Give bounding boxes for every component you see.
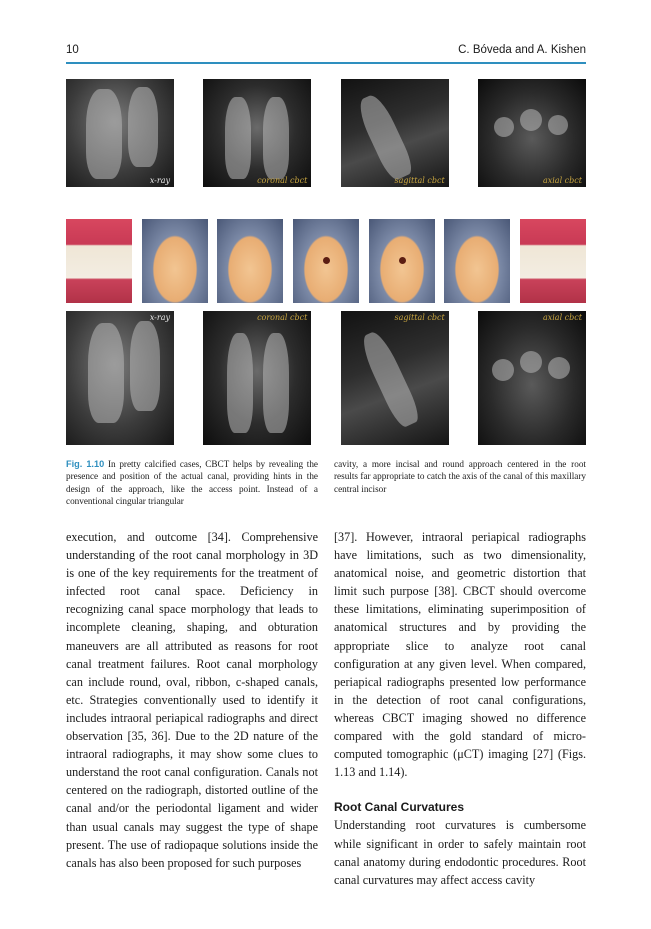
caption-text-1: In pretty calcified cases, CBCT helps by revealing the presence and position of the actual canal, providing hints in the design of the approach, like the access point. Instead of a conventional cingular triangular — [66, 459, 319, 507]
page-number: 10 — [66, 44, 79, 56]
access-step-photo-2 — [217, 219, 283, 303]
paragraph: Understanding root curvatures is cumbersome while significant in order to safely maintain root canal anatomy during endodontic procedures. Root canal curvatures may affect access cavity — [334, 818, 586, 887]
image-label: sagittal cbct — [394, 176, 445, 185]
header-rule — [66, 62, 586, 64]
text-column-right — [334, 528, 586, 889]
paragraph: execution, and outcome [34]. Comprehensive understanding of the root canal morphology in 3D is one of the key requirements for the treatment of infected root canal space. Deficiency in recognizing canal space morphology that leads to incomplete cleaning, shaping, and obturation maneuvers are all attributed as reasons for root canal treatment failures. Root canal morphology can include round, oval, ribbon, c-shaped canals, etc. Strategies conventionally used to identify it includes intraoral periapical radiographs and direct observation [35, 36]. Due to the 2D nature of the intraoral radiographs, it may show some clues to understand the root canal configuration. Canals not centered on the radiograph, distorted outline of the canal and/or the periodontal ligament and wider than usual canals may suggest the type of shape present. The use of radiopaque solutions inside the canals has also been proposed for such purposes — [66, 530, 318, 870]
access-step-photo-3 — [293, 219, 359, 303]
preop-xray-image — [66, 79, 174, 187]
image-label: coronal cbct — [257, 313, 308, 322]
access-step-photo-5 — [444, 219, 510, 303]
access-step-photo-4 — [369, 219, 435, 303]
postop-coronal-cbct-image — [203, 311, 311, 445]
image-label: x-ray — [149, 176, 170, 185]
caption-column-2: cavity, a more incisal and round approach centered in the root results far appropriate to catch the axis of the canal of this maxillary central incisor — [334, 459, 586, 494]
postop-xray-image — [66, 311, 174, 445]
preop-smile-photo — [66, 219, 132, 303]
figure-row-clinical — [66, 219, 586, 303]
postop-axial-cbct-image — [478, 311, 586, 445]
section-heading: Root Canal Curvatures — [334, 800, 465, 815]
figure-row-postop — [66, 311, 586, 445]
postop-sagittal-cbct-image — [341, 311, 449, 445]
preop-coronal-cbct-image — [203, 79, 311, 187]
preop-sagittal-cbct-image — [341, 79, 449, 187]
page-header — [66, 44, 586, 62]
preop-axial-cbct-image — [478, 79, 586, 187]
image-label: axial cbct — [542, 313, 582, 322]
image-label: sagittal cbct — [394, 313, 445, 322]
image-label: x-ray — [149, 313, 170, 322]
caption-column-1 — [66, 458, 318, 508]
image-label: axial cbct — [542, 176, 582, 185]
access-step-photo-1 — [142, 219, 208, 303]
image-label: coronal cbct — [257, 176, 308, 185]
running-head-authors: C. Bóveda and A. Kishen — [458, 44, 586, 56]
text-column-left — [66, 528, 318, 872]
paragraph: [37]. However, intraoral periapical radiographs have limitations, such as two dimensionality, anatomical noise, and geometric distortion that limit such purpose [38]. CBCT should overcome these limitations, eliminating superimposition of anatomical structures and by providing the appropriate slice to analyze root canal configuration at any given level. When compared, periapical radiographs presented low performance in the detection of root canal configurations, whereas CBCT imaging showed no difference compared with the gold standard of micro-computed tomographic (μCT) imaging [27] (Figs. 1.13 and 1.14). — [334, 530, 586, 780]
figure-number: Fig. 1.10 — [66, 459, 105, 469]
postop-smile-photo — [520, 219, 586, 303]
figure-row-preop — [66, 79, 586, 187]
